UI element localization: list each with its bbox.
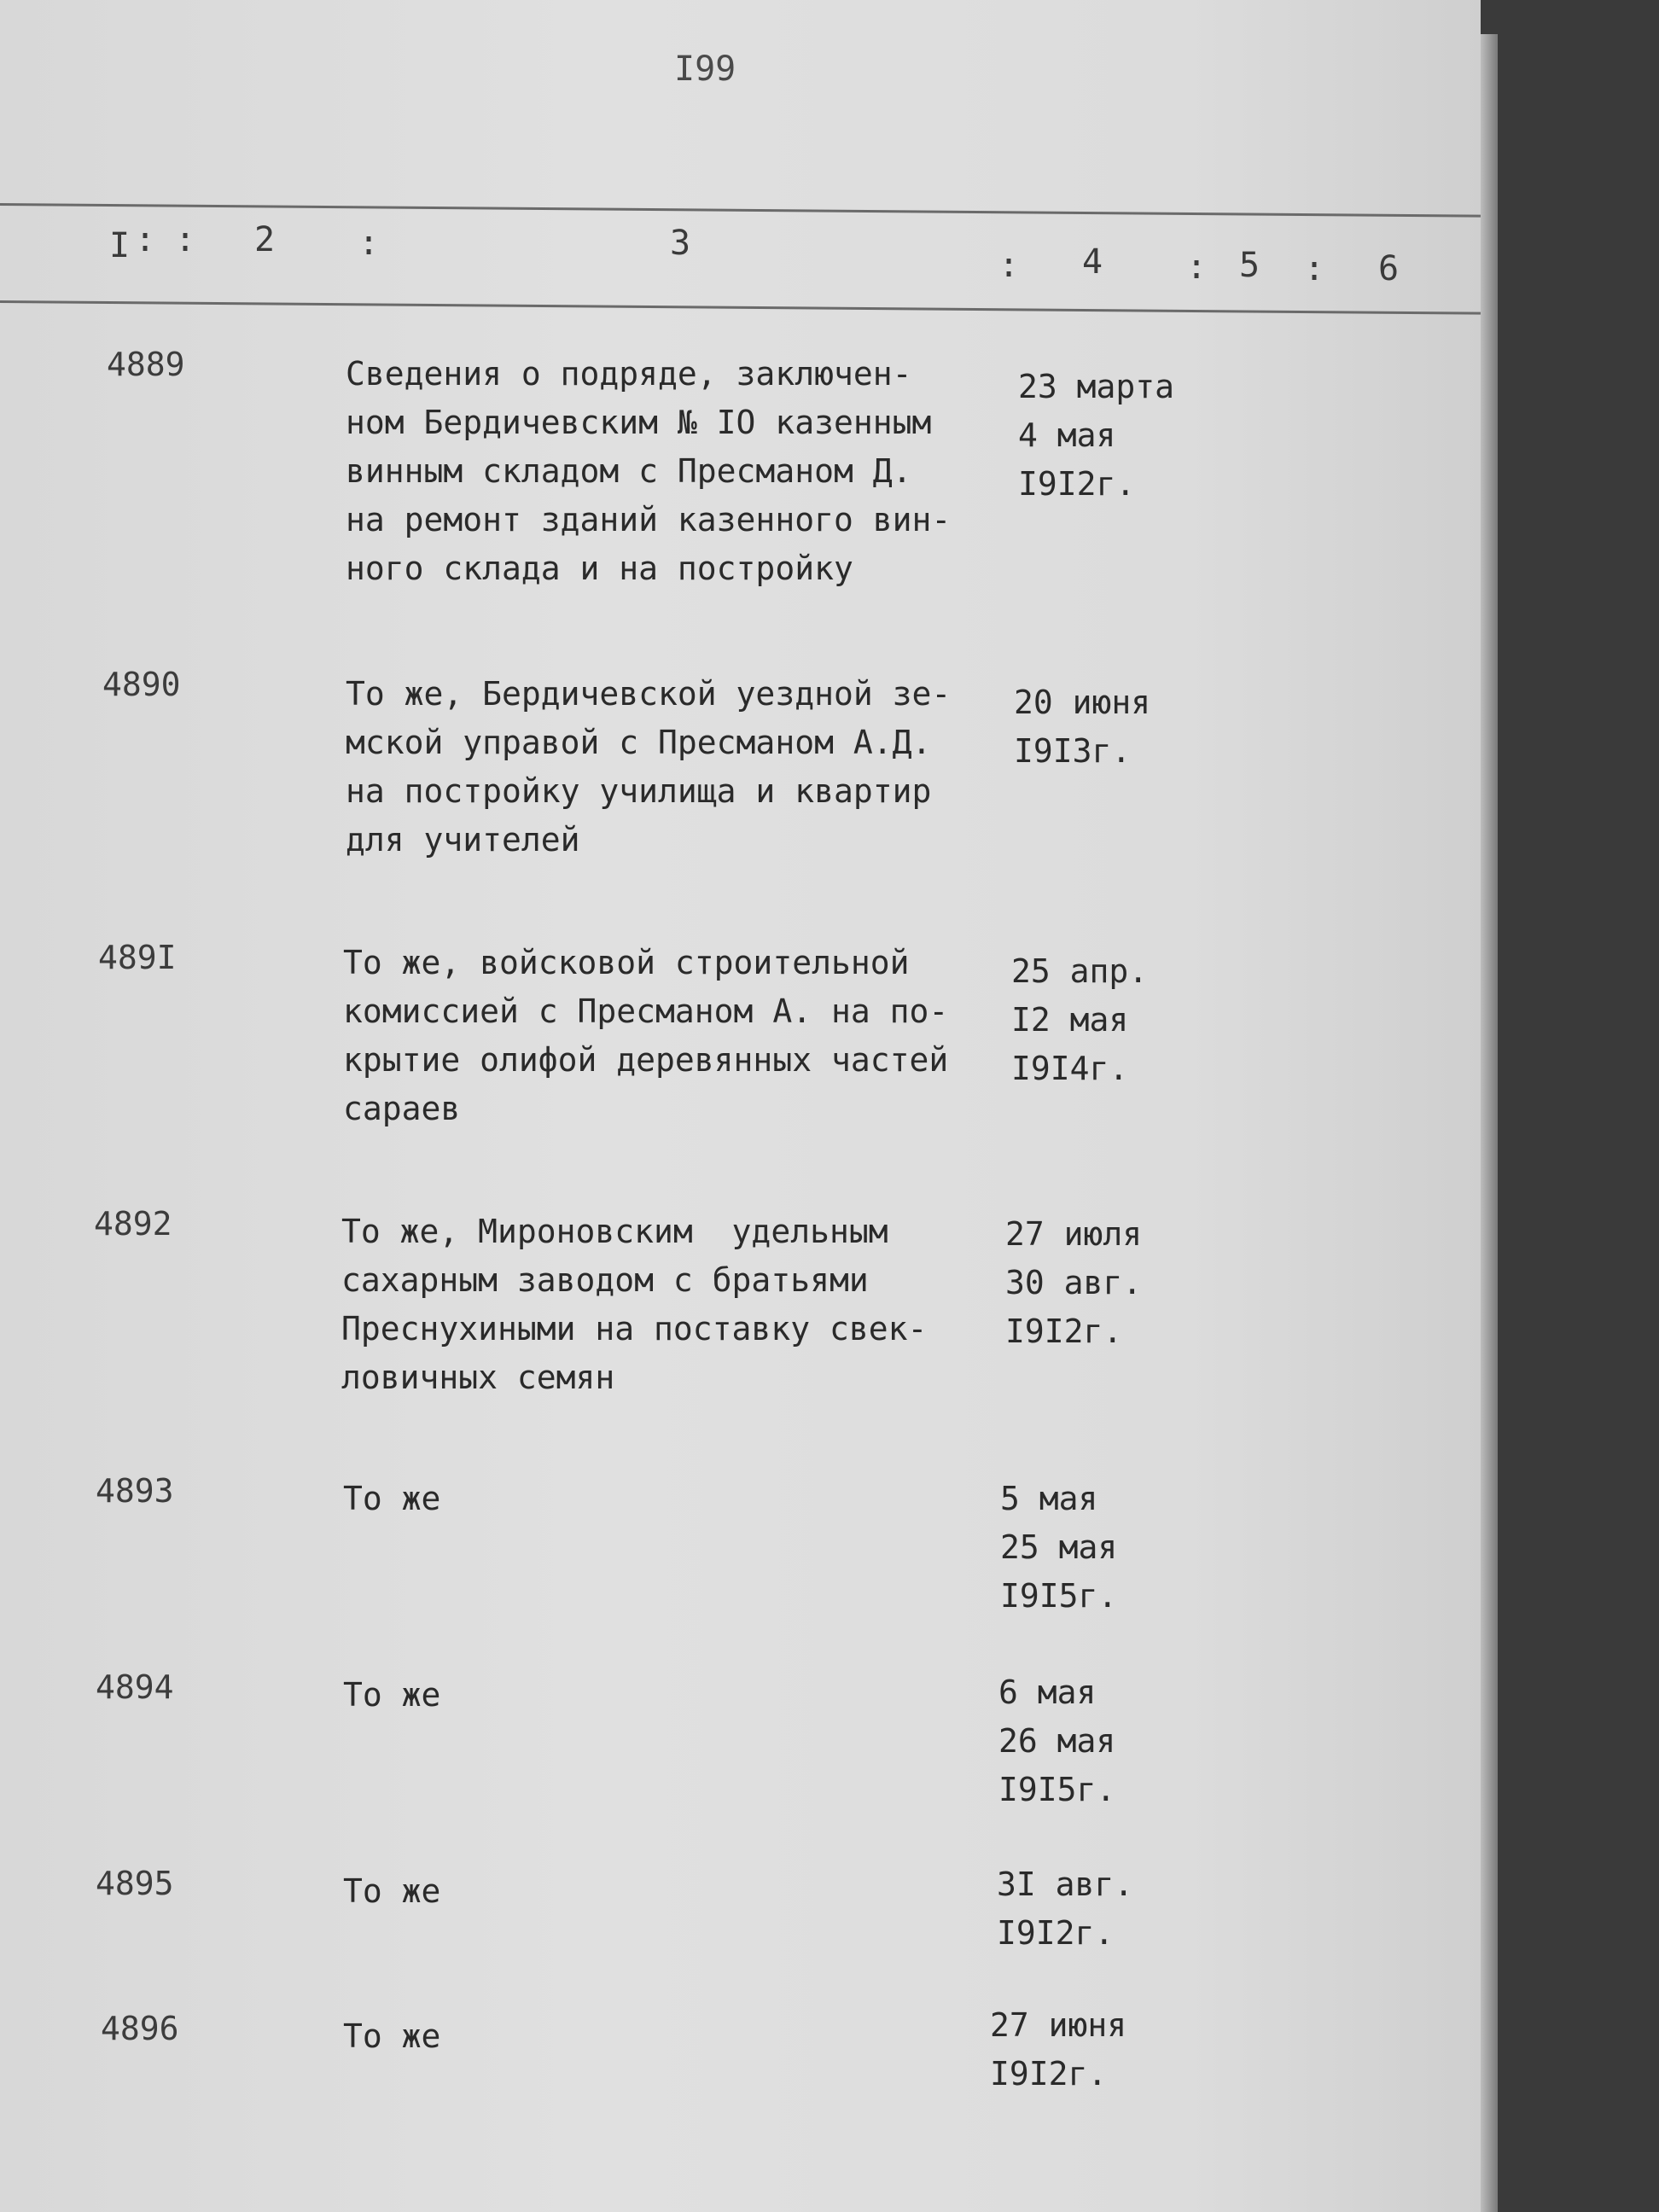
entry-description [343,1671,1017,1720]
column-header-separator: : [1186,247,1208,287]
description-line: ного склада и на постройку [346,550,853,587]
column-header-4: 4 [1082,242,1103,282]
date-line: I2 мая [1011,1001,1129,1039]
entry-description [343,1475,1017,1523]
page-edge-shadow [1481,34,1498,2212]
entry-date [998,1668,1115,1814]
date-line: 26 мая [998,1722,1116,1760]
description-line: мской управой с Пресманом А.Д. [346,724,932,761]
description-line: То же, войсковой строительной [343,944,910,981]
column-header-separator: : [135,220,156,259]
description-line: для учителей [346,821,580,859]
description-line: на постройку училища и квартир [346,772,932,810]
description-line: То же, Мироновским удельным [341,1213,888,1250]
date-line: 30 авг. [1005,1264,1143,1301]
description-line: ловичных семян [341,1359,615,1396]
date-line: 25 мая [1000,1528,1118,1566]
column-header-6: 6 [1378,249,1400,288]
entry-number: 4890 [102,666,181,703]
entry-date [990,2001,1126,2098]
entry-description [343,1867,1017,1916]
column-header-1: I [109,226,131,265]
entry-date [1011,947,1148,1093]
date-line: 25 апр. [1011,952,1149,990]
description-line: комиссией с Пресманом А. на по- [343,992,949,1030]
entry-number: 4896 [101,2010,179,2047]
entry-number: 4889 [107,346,185,383]
entry-description [343,2012,1017,2061]
description-line: крытие олифой деревянных частей [343,1041,949,1079]
column-header-separator: : [175,220,196,259]
date-line: 5 мая [1000,1480,1098,1517]
column-header-2: 2 [254,220,276,259]
page-number: I99 [674,49,736,89]
date-line: I9I2г. [990,2055,1108,2093]
date-line: I9I5г. [1000,1577,1118,1615]
description-line: на ремонт зданий казенного вин- [346,501,952,538]
entry-number: 4893 [96,1472,174,1510]
column-header-3: 3 [670,224,691,263]
date-line: 3I авг. [997,1866,1134,1903]
column-header-5: 5 [1239,246,1260,285]
entry-number: 4892 [94,1205,172,1243]
entry-number: 4895 [96,1865,174,1902]
header-rule-top [0,203,1481,218]
date-line: 20 июня [1014,684,1151,721]
date-line: 27 июля [1005,1215,1143,1253]
description-line: сахарным заводом с братьями [341,1261,869,1299]
description-line: сараев [343,1090,461,1127]
date-line: 4 мая [1018,416,1116,454]
description-line: То же, Бердичевской уездной зе- [346,675,952,713]
column-header-separator: : [998,246,1020,285]
entry-date [1014,678,1150,776]
description-line: То же [343,1676,441,1714]
header-rule-bottom [0,300,1481,315]
date-line: I9I2г. [1018,465,1136,503]
date-line: 6 мая [998,1674,1097,1711]
description-line: То же [343,1872,441,1910]
description-line: То же [343,1480,441,1517]
column-header-separator: : [358,224,380,263]
date-line: I9I5г. [998,1771,1116,1808]
entry-date [1018,363,1174,509]
entry-description [346,670,1020,864]
entry-number: 489I [98,939,177,976]
entry-date [1000,1475,1117,1621]
description-line: То же [343,2017,441,2055]
date-line: 27 июня [990,2006,1127,2044]
entry-description [343,939,1017,1133]
description-line: Преснухиными на поставку свек- [341,1310,928,1348]
date-line: 23 марта [1018,368,1175,405]
entry-number: 4894 [96,1668,174,1706]
description-line: ном Бердичевским № IO казенным [346,404,932,441]
entry-date [997,1860,1133,1958]
description-line: винным складом с Пресманом Д. [346,452,912,490]
description-line: Сведения о подряде, заключен- [346,355,912,393]
date-line: I9I2г. [997,1914,1115,1952]
entry-date [1005,1210,1142,1356]
date-line: I9I4г. [1011,1050,1129,1087]
entry-description [341,1208,1016,1402]
column-header-separator: : [1304,249,1325,288]
date-line: I9I3г. [1014,732,1132,770]
entry-description [346,350,1020,593]
date-line: I9I2г. [1005,1313,1123,1350]
